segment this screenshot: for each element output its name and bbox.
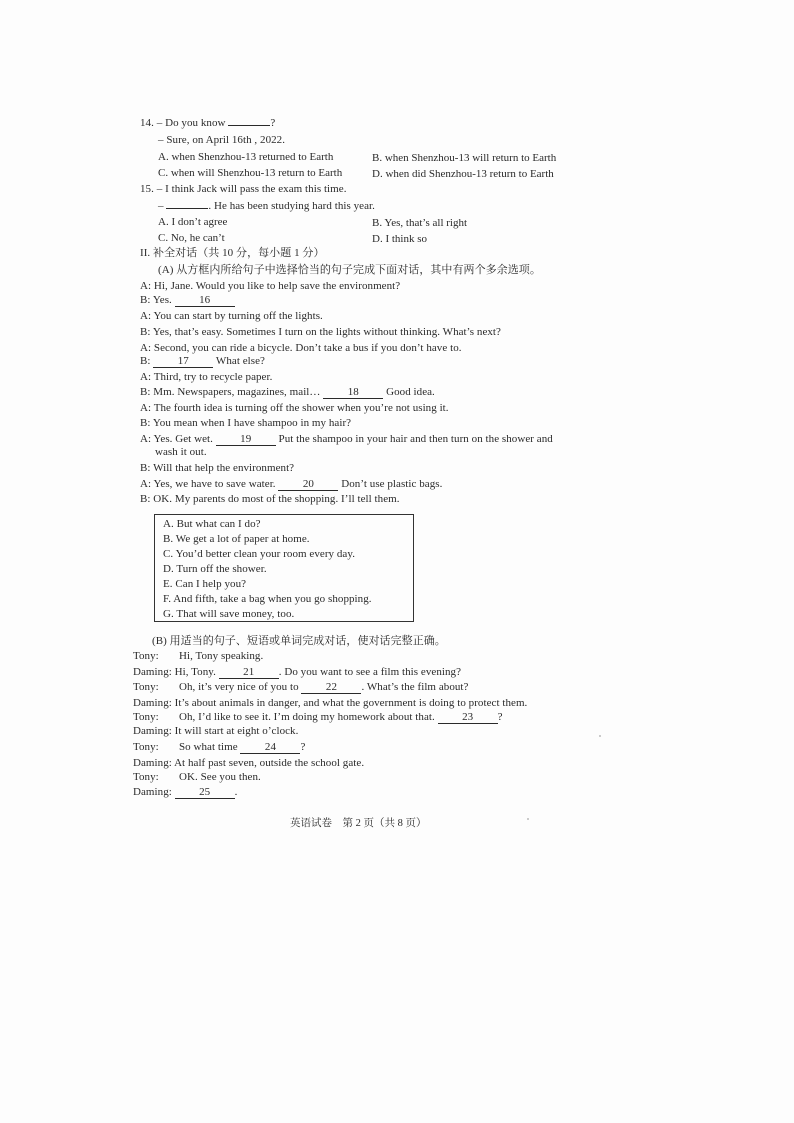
dialogA-line-11: [140, 432, 553, 446]
dialogB-line-9: [133, 770, 261, 784]
dialogB-line-10-post: .: [234, 786, 238, 798]
dialogA-line-9: A: The fourth idea is turning off the shower when you’re not using it.: [140, 402, 449, 414]
dialogA-line-1: A: Hi, Jane. Would you like to help save the environment?: [140, 280, 401, 292]
dialogA-line-5: A: Second, you can ride a bicycle. Don’t take a bus if you don’t have to.: [140, 342, 462, 354]
scan-speck: [527, 818, 529, 820]
dialogB-line-5-text: Oh, I’d like to see it. I’m doing my homework about that.: [179, 711, 435, 723]
blank-21[interactable]: 21: [219, 666, 279, 679]
dialogB-line-6: [133, 724, 298, 738]
dialogB-line-6-text: It will start at eight o’clock.: [174, 725, 299, 737]
dialogA-line-8-post: Good idea.: [386, 386, 435, 398]
speaker-daming: Daming:: [133, 786, 172, 798]
choice-a[interactable]: A. But what can I do?: [163, 518, 261, 530]
dialogB-line-10: [133, 785, 237, 799]
dialogB-line-9-text: OK. See you then.: [179, 771, 261, 783]
dialogA-line-7: A: Third, try to recycle paper.: [140, 371, 273, 383]
speaker-tony: Tony:: [133, 681, 159, 693]
blank-20[interactable]: 20: [278, 478, 338, 491]
q15-stem: [140, 182, 347, 196]
q14-option-c[interactable]: C. when will Shenzhou-13 return to Earth: [158, 167, 343, 179]
q14-option-a[interactable]: A. when Shenzhou-13 returned to Earth: [158, 151, 334, 163]
q14-reply: – Sure, on April 16th , 2022.: [158, 134, 286, 146]
blank-18[interactable]: 18: [323, 386, 383, 399]
dialogB-line-8: [133, 756, 364, 770]
q14-stem-text: – Do you know: [156, 117, 226, 129]
dialogA-line-6: [140, 354, 265, 368]
dialogA-line-8: [140, 385, 435, 399]
choice-f[interactable]: F. And fifth, take a bag when you go shopping.: [163, 593, 372, 605]
speaker-daming: Daming:: [133, 697, 172, 709]
q15-option-a[interactable]: A. I don’t agree: [158, 216, 228, 228]
blank-16[interactable]: 16: [175, 294, 235, 307]
speaker-daming: Daming:: [133, 725, 172, 737]
q15-option-c[interactable]: C. No, he can’t: [158, 232, 225, 244]
q15-reply-dash: –: [158, 200, 164, 212]
speaker-daming: Daming:: [133, 666, 172, 678]
choice-c[interactable]: C. You’d better clean your room every day.: [163, 548, 356, 560]
dialogB-line-2: [133, 665, 461, 679]
q14-blank[interactable]: [228, 125, 270, 126]
scan-speck: [599, 735, 601, 737]
dialogB-line-1-text: Hi, Tony speaking.: [179, 650, 264, 662]
section2-heading: II. 补全对话（共 10 分，每小题 1 分）: [140, 247, 325, 259]
blank-22[interactable]: 22: [301, 681, 361, 694]
dialogA-line-12: B: Will that help the environment?: [140, 462, 295, 474]
q15-option-d[interactable]: D. I think so: [372, 233, 427, 245]
blank-19[interactable]: 19: [216, 433, 276, 446]
dialogA-line-13-post: Don’t use plastic bags.: [341, 478, 443, 490]
dialogA-line-11-post: Put the shampoo in your hair and then turn on the shower and: [278, 433, 553, 445]
q15-reply-text: . He has been studying hard this year.: [208, 200, 375, 212]
dialogB-line-2-post: . Do you want to see a film this evening?: [278, 666, 462, 678]
dialogB-line-7-post: ?: [300, 741, 306, 753]
dialogA-line-8-text: B: Mm. Newspapers, magazines, mail…: [140, 386, 321, 398]
q14-stem: [140, 116, 275, 130]
q14-number: 14.: [140, 117, 154, 129]
dialogA-line-4: B: Yes, that’s easy. Sometimes I turn on the lights without thinking. What’s next?: [140, 326, 501, 338]
dialogA-line-6-speaker: B:: [140, 355, 151, 367]
dialogB-line-3-post: . What’s the film about?: [361, 681, 469, 693]
q15-blank[interactable]: [166, 208, 208, 209]
choice-e[interactable]: E. Can I help you?: [163, 578, 247, 590]
dialogA-line-13-text: A: Yes, we have to save water.: [140, 478, 276, 490]
q14-option-d[interactable]: D. when did Shenzhou-13 return to Earth: [372, 168, 554, 180]
partB-instruction: (B) 用适当的句子、短语或单词完成对话，使对话完整正确。: [152, 635, 446, 647]
choices-box: [154, 514, 414, 622]
dialogA-line-3: A: You can start by turning off the lights.: [140, 310, 323, 322]
q15-reply: [158, 199, 375, 213]
dialogA-line-11-cont: wash it out.: [155, 446, 207, 458]
dialogA-line-14: B: OK. My parents do most of the shopping. I’ll tell them.: [140, 493, 400, 505]
dialogA-line-11-text: A: Yes. Get wet.: [140, 433, 213, 445]
q14-option-b[interactable]: B. when Shenzhou-13 will return to Earth: [372, 152, 557, 164]
dialogB-line-5-post: ?: [497, 711, 503, 723]
dialogB-line-1: [133, 649, 263, 663]
dialogB-line-7-text: So what time: [179, 741, 238, 753]
partA-instruction: (A) 从方框内所给句子中选择恰当的句子完成下面对话，其中有两个多余选项。: [158, 264, 541, 276]
dialogB-line-8-text: At half past seven, outside the school gate.: [174, 757, 365, 769]
dialogB-line-4-text: It’s about animals in danger, and what the government is doing to protect them.: [174, 697, 528, 709]
blank-25[interactable]: 25: [175, 786, 235, 799]
q15-stem-text: – I think Jack will pass the exam this time.: [156, 183, 347, 195]
blank-23[interactable]: 23: [438, 711, 498, 724]
dialogB-line-2-text: Hi, Tony.: [174, 666, 216, 678]
q15-option-b[interactable]: B. Yes, that’s all right: [372, 217, 468, 229]
dialogB-line-3-text: Oh, it’s very nice of you to: [179, 681, 299, 693]
speaker-daming: Daming:: [133, 757, 172, 769]
speaker-tony: Tony:: [133, 711, 159, 723]
choice-g[interactable]: G. That will save money, too.: [163, 608, 295, 620]
dialogB-line-7: [133, 740, 305, 754]
dialogA-line-10: B: You mean when I have shampoo in my hair?: [140, 417, 352, 429]
q15-number: 15.: [140, 183, 154, 195]
dialogA-line-6-text: What else?: [215, 355, 265, 367]
dialogB-line-3: [133, 680, 468, 694]
speaker-tony: Tony:: [133, 771, 159, 783]
speaker-tony: Tony:: [133, 741, 159, 753]
dialogA-line-2-text: B: Yes.: [140, 294, 172, 306]
dialogA-line-2: [140, 293, 235, 307]
speaker-tony: Tony:: [133, 650, 159, 662]
dialogB-line-5: [133, 710, 503, 724]
blank-17[interactable]: 17: [153, 355, 213, 368]
choice-b[interactable]: B. We get a lot of paper at home.: [163, 533, 310, 545]
blank-24[interactable]: 24: [240, 741, 300, 754]
dialogB-line-4: [133, 696, 527, 710]
q14-stem-end: ?: [270, 117, 276, 129]
dialogA-line-13: [140, 477, 442, 491]
choice-d[interactable]: D. Turn off the shower.: [163, 563, 267, 575]
page-footer: 英语试卷 第 2 页（共 8 页）: [290, 818, 427, 829]
